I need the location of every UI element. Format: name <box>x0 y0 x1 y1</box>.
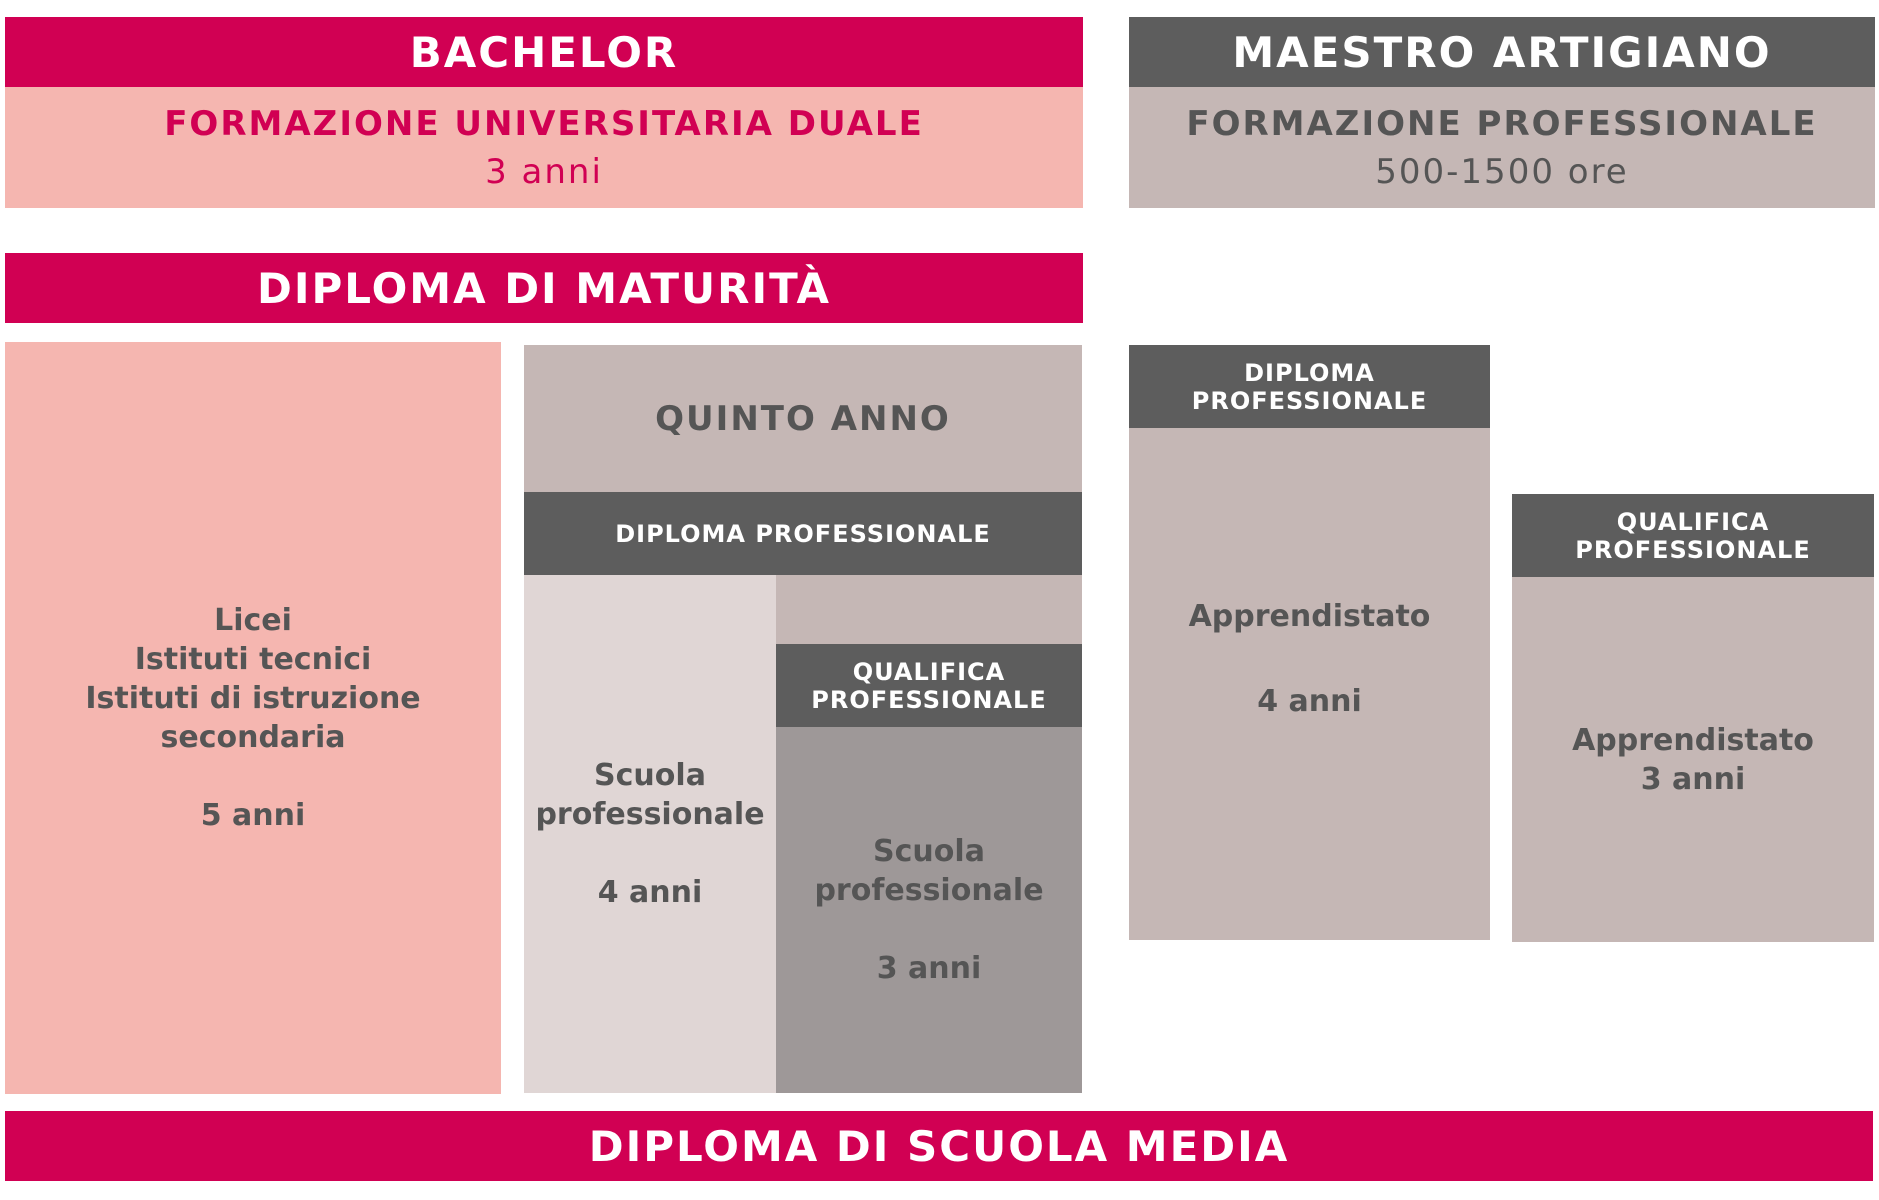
apprendistato-4-line2: 4 anni <box>1257 684 1362 719</box>
qualifica-mid-spacer <box>776 575 1082 644</box>
scuola-professionale-3-panel <box>776 727 1082 1093</box>
qualifica-mid-line2: PROFESSIONALE <box>811 685 1047 714</box>
scuola-3-line1: Scuola <box>873 834 985 869</box>
licei-line1: Licei <box>214 603 292 638</box>
maestro-duration: 500-1500 ore <box>1375 151 1629 192</box>
licei-panel <box>5 342 501 1094</box>
apprendistato-4-duration-wrap <box>1129 682 1490 721</box>
licei-line3: Istituti di istruzione secondaria <box>85 681 421 755</box>
bachelor-panel <box>5 87 1083 208</box>
qualifica-right-line1: QUALIFICA <box>1616 507 1770 536</box>
quinto-anno-panel <box>524 345 1082 492</box>
scuola-3-line2: professionale <box>814 873 1044 908</box>
maturita-bar <box>5 253 1083 323</box>
maestro-header <box>1129 17 1875 87</box>
bachelor-subtitle: FORMAZIONE UNIVERSITARIA DUALE <box>164 103 924 144</box>
diploma-professionale-mid <box>524 492 1082 575</box>
apprendistato-4-line1: Apprendistato <box>1188 599 1431 634</box>
scuola-media-bar <box>5 1111 1873 1181</box>
diploma-professionale-mid-label: DIPLOMA PROFESSIONALE <box>615 519 991 548</box>
diploma-right-line2: PROFESSIONALE <box>1191 386 1428 415</box>
maestro-panel <box>1129 87 1875 208</box>
licei-line2: Istituti tecnici <box>134 642 372 677</box>
qualifica-right-line2: PROFESSIONALE <box>1575 535 1811 564</box>
maturita-title: DIPLOMA DI MATURITÀ <box>257 263 831 313</box>
bachelor-header <box>5 17 1083 87</box>
diploma-right-line1: DIPLOMA <box>1244 358 1375 387</box>
apprendistato-3-line1: Apprendistato <box>1572 722 1814 758</box>
scuola-4-duration: 4 anni <box>597 875 703 910</box>
maestro-subtitle: FORMAZIONE PROFESSIONALE <box>1186 103 1818 144</box>
qualifica-mid-line1: QUALIFICA <box>852 657 1006 686</box>
maestro-title: MAESTRO ARTIGIANO <box>1232 27 1772 77</box>
quinto-anno-title: QUINTO ANNO <box>655 398 951 439</box>
scuola-4-line2: professionale <box>535 797 765 832</box>
qualifica-professionale-mid <box>776 644 1082 727</box>
scuola-professionale-4-panel <box>524 575 776 1093</box>
scuola-media-title: DIPLOMA DI SCUOLA MEDIA <box>588 1121 1290 1171</box>
bachelor-duration: 3 anni <box>485 151 603 192</box>
bachelor-title: BACHELOR <box>409 27 679 77</box>
scuola-4-line1: Scuola <box>594 758 706 793</box>
qualifica-professionale-right <box>1512 494 1874 577</box>
scuola-3-duration: 3 anni <box>876 951 982 986</box>
diploma-professionale-right <box>1129 345 1490 428</box>
apprendistato-3-panel <box>1512 577 1874 942</box>
licei-duration: 5 anni <box>200 798 306 833</box>
apprendistato-3-line2: 3 anni <box>1640 761 1746 797</box>
